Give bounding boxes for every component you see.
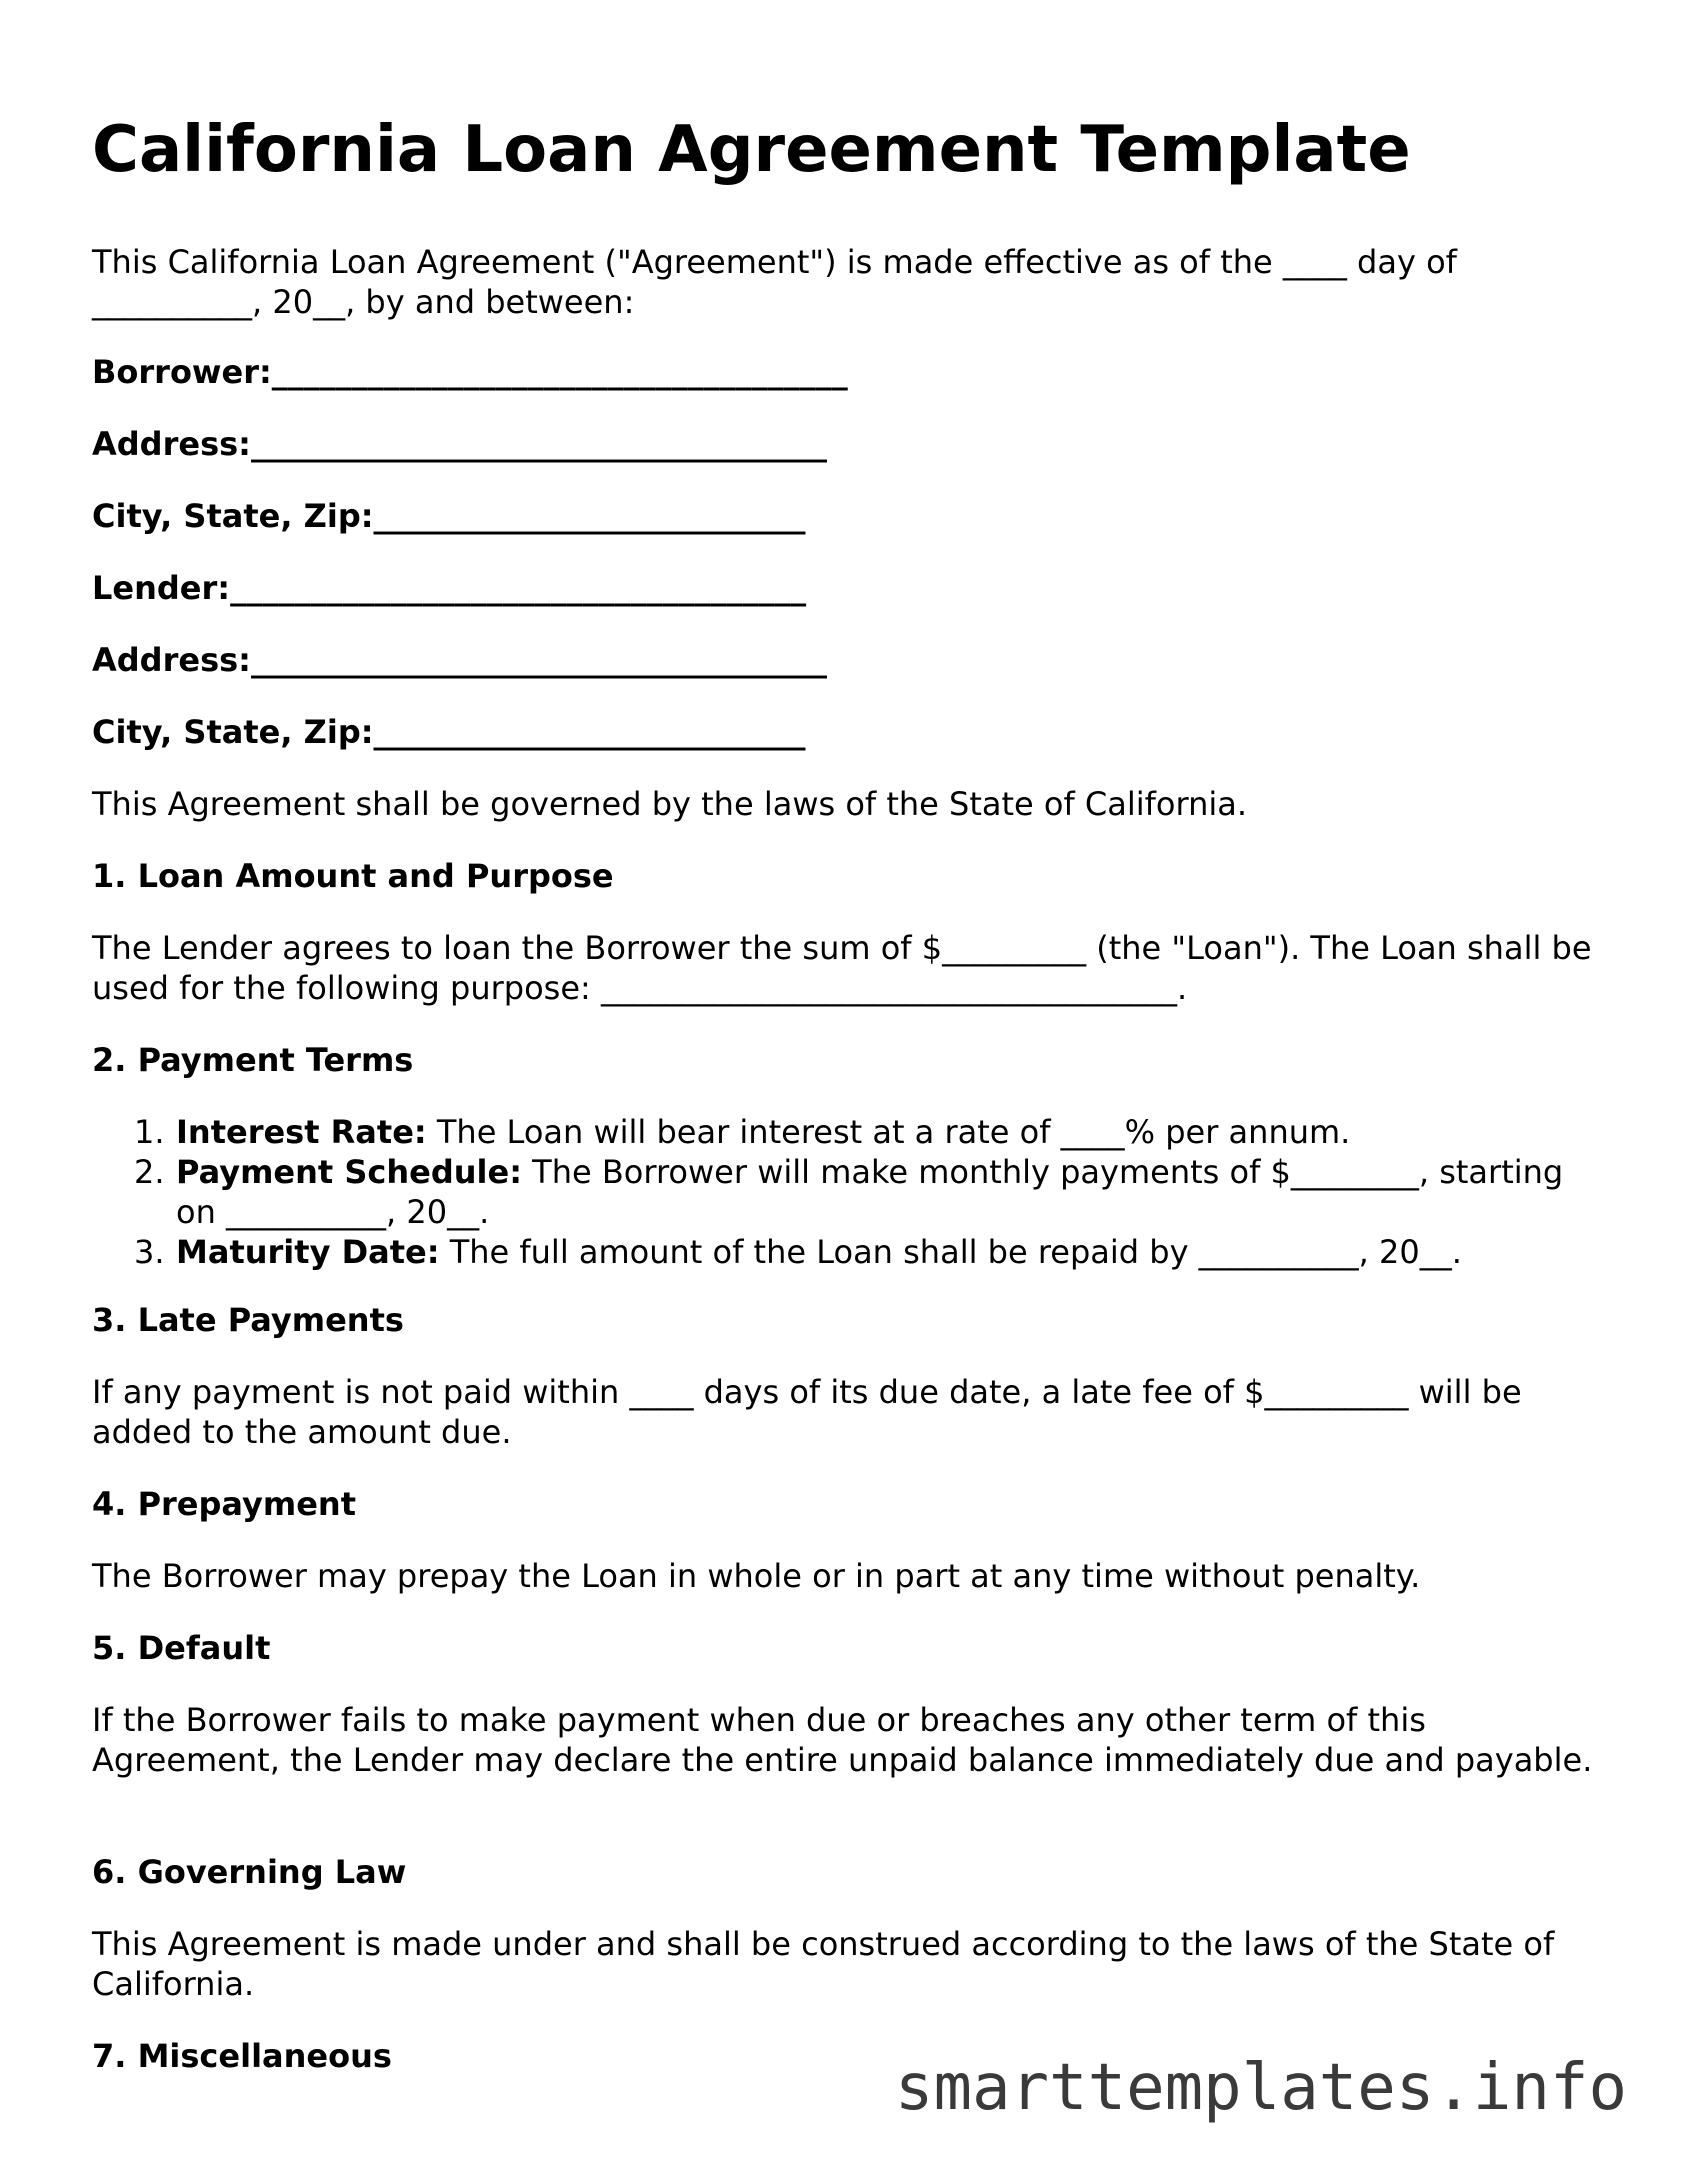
borrower-field: Borrower:____________________________________ [92,353,848,391]
list-item-label: Interest Rate: [176,1113,427,1151]
section-text-default: If the Borrower fails to make payment when due or breaches any other term of this Agreement, the Lender may declare the entire unpaid balance immediately due and payable. [92,1701,1593,1779]
section-heading-prepayment: 4. Prepayment [92,1485,356,1523]
lender-address-field: Address:____________________________________ [92,641,827,679]
section-text-governing-law: This Agreement is made under and shall be construed according to the laws of the State of California. [92,1925,1555,2003]
borrower-address-field: Address:____________________________________ [92,425,827,463]
section-heading-late-payments: 3. Late Payments [92,1301,404,1339]
list-item-label: Payment Schedule: [176,1153,522,1191]
governing-statement: This Agreement shall be governed by the laws of the State of California. [92,785,1248,823]
list-item-text: The Loan will bear interest at a rate of ____% per annum. [426,1113,1351,1151]
list-item-number: 2. [134,1153,165,1191]
section-text-loan-amount: The Lender agrees to loan the Borrower the sum of $_________ (the "Loan"). The Loan shall be used for the following purpose: ____________________________________. [92,929,1592,1007]
document-title: California Loan Agreement Template [92,113,1411,187]
lender-field: Lender:____________________________________ [92,569,807,607]
list-item-label: Maturity Date: [176,1233,440,1271]
borrower-city-state-zip-field: City, State, Zip:___________________________ [92,497,806,535]
list-item-text: The Borrower will make monthly payments of $________, starting on __________, 20__. [176,1153,1564,1231]
section-heading-default: 5. Default [92,1629,271,1667]
payment-terms-list [92,1112,1612,1272]
list-item-payment-schedule [92,1152,1612,1232]
list-item-text: The full amount of the Loan shall be repaid by __________, 20__. [439,1233,1462,1271]
intro-paragraph: This California Loan Agreement ("Agreement") is made effective as of the ____ day of __________, 20__, by and between: [92,243,1457,321]
list-item-maturity-date [92,1232,1612,1272]
list-item-interest-rate [92,1112,1612,1152]
lender-city-state-zip-field: City, State, Zip:___________________________ [92,713,806,751]
section-heading-payment-terms: 2. Payment Terms [92,1041,414,1079]
watermark: smarttemplates.info [894,2051,1627,2125]
section-heading-loan-amount: 1. Loan Amount and Purpose [92,857,614,895]
section-heading-miscellaneous: 7. Miscellaneous [92,2037,392,2075]
section-text-prepayment: The Borrower may prepay the Loan in whole or in part at any time without penalty. [92,1557,1421,1595]
list-item-number: 3. [134,1233,165,1271]
section-heading-governing-law: 6. Governing Law [92,1853,407,1891]
list-item-number: 1. [134,1113,165,1151]
section-text-late-payments: If any payment is not paid within ____ days of its due date, a late fee of $_________ will be added to the amount due. [92,1373,1522,1451]
